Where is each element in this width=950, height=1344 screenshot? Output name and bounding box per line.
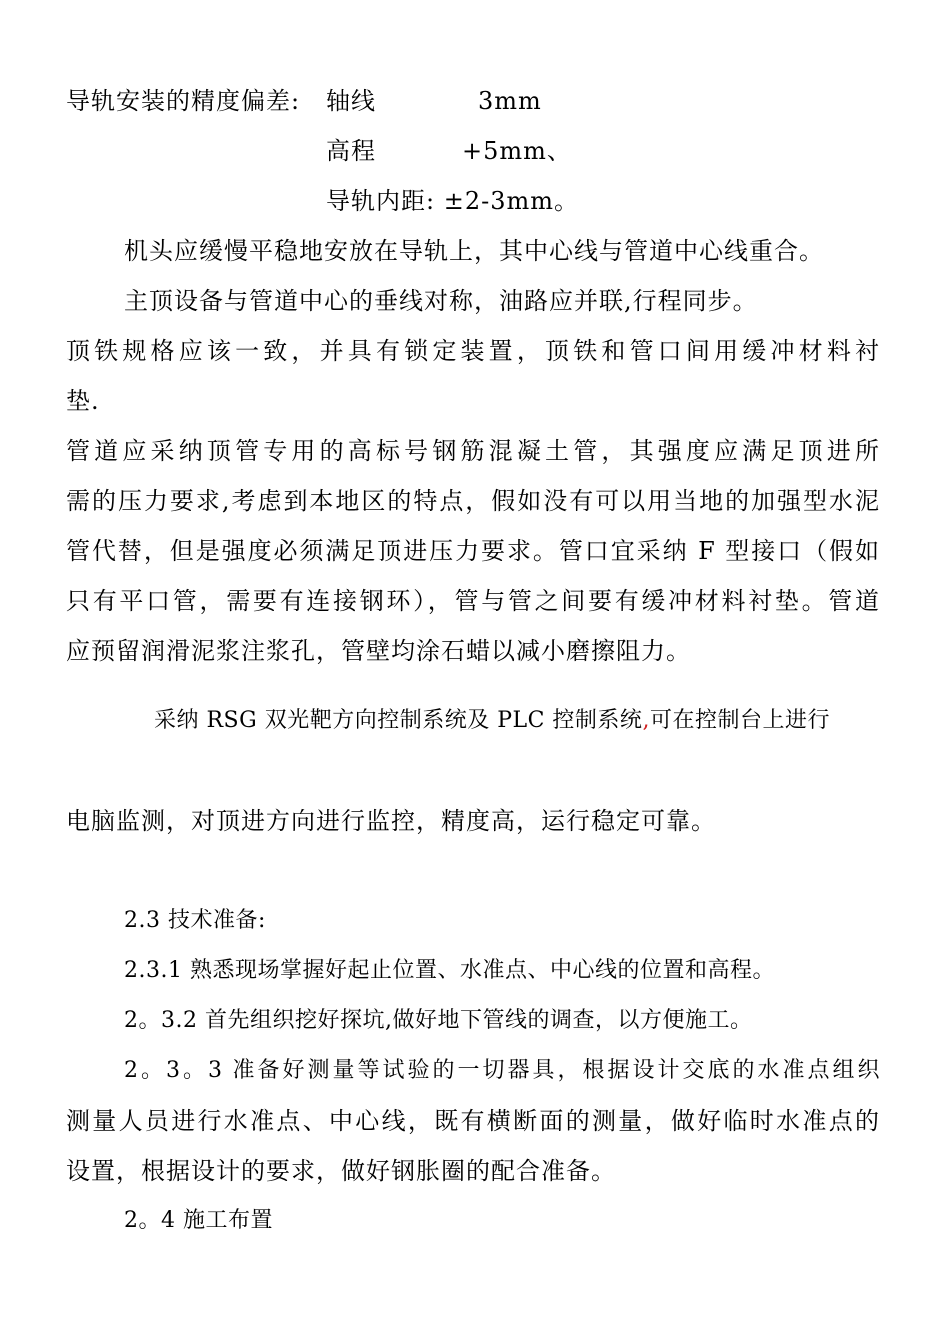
section-2-3-2: 2。3.2 首先组织挖好探坑,做好地下管线的调查，以方便施工。 — [124, 1008, 753, 1033]
paragraph-jacking-iron-line2: 垫. — [66, 387, 100, 415]
section-2-4-heading: 2。4 施工布置 — [124, 1208, 273, 1233]
inner-distance: 导轨内距: ±2-3mm。 — [326, 187, 579, 215]
paragraph-main-jack: 主顶设备与管道中心的垂线对称，油路应并联,行程同步。 — [124, 287, 758, 315]
paragraph-pipe-line2: 需的压力要求,考虑到本地区的特点，假如没有可以用当地的加强型水泥 — [66, 487, 880, 515]
paragraph-pipe-line4: 只有平口管，需要有连接钢环），管与管之间要有缓冲材料衬垫。管道 — [66, 587, 880, 615]
section-2-3-3-line3: 设置，根据设计的要求，做好钢胀圈的配合准备。 — [66, 1157, 616, 1185]
control-text-b: 可在控制台上进行 — [649, 708, 830, 733]
paragraph-control-line1 — [154, 706, 830, 736]
section-2-3-3-line2: 测量人员进行水准点、中心线，既有横断面的测量，做好临时水准点的 — [66, 1107, 880, 1135]
paragraph-control-line2: 电脑监测，对顶进方向进行监控，精度高，运行稳定可靠。 — [66, 807, 716, 835]
control-text-a: 采纳 RSG 双光靶方向控制系统及 PLC 控制系统 — [154, 708, 643, 733]
paragraph-jacking-iron-line1: 顶铁规格应该一致，并具有锁定装置，顶铁和管口间用缓冲材料衬 — [66, 337, 880, 365]
axis-label: 轴线 — [326, 87, 376, 115]
section-2-3-3-line1: 2。3。3 准备好测量等试验的一切器具，根据设计交底的水准点组织 — [124, 1058, 880, 1083]
section-2-3-1: 2.3.1 熟悉现场掌握好起止位置、水准点、中心线的位置和高程。 — [124, 958, 775, 983]
section-2-3-heading: 2.3 技术准备: — [124, 908, 266, 933]
paragraph-pipe-line5: 应预留润滑泥浆注浆孔，管壁均涂石蜡以减小磨擦阻力。 — [66, 637, 691, 665]
precision-label: 导轨安装的精度偏差: — [66, 87, 301, 115]
paragraph-pipe-line1: 管道应采纳顶管专用的高标号钢筋混凝土管，其强度应满足顶进所 — [66, 437, 880, 465]
paragraph-machine-head: 机头应缓慢平稳地安放在导轨上，其中心线与管道中心线重合。 — [124, 237, 824, 265]
red-comma: , — [642, 708, 650, 733]
paragraph-pipe-line3: 管代替，但是强度必须满足顶进压力要求。管口宜采纳 F 型接口（假如 — [66, 537, 880, 565]
elevation-value: +5mm、 — [462, 137, 572, 165]
axis-value: 3mm — [478, 87, 542, 115]
elevation-label: 高程 — [326, 137, 376, 165]
